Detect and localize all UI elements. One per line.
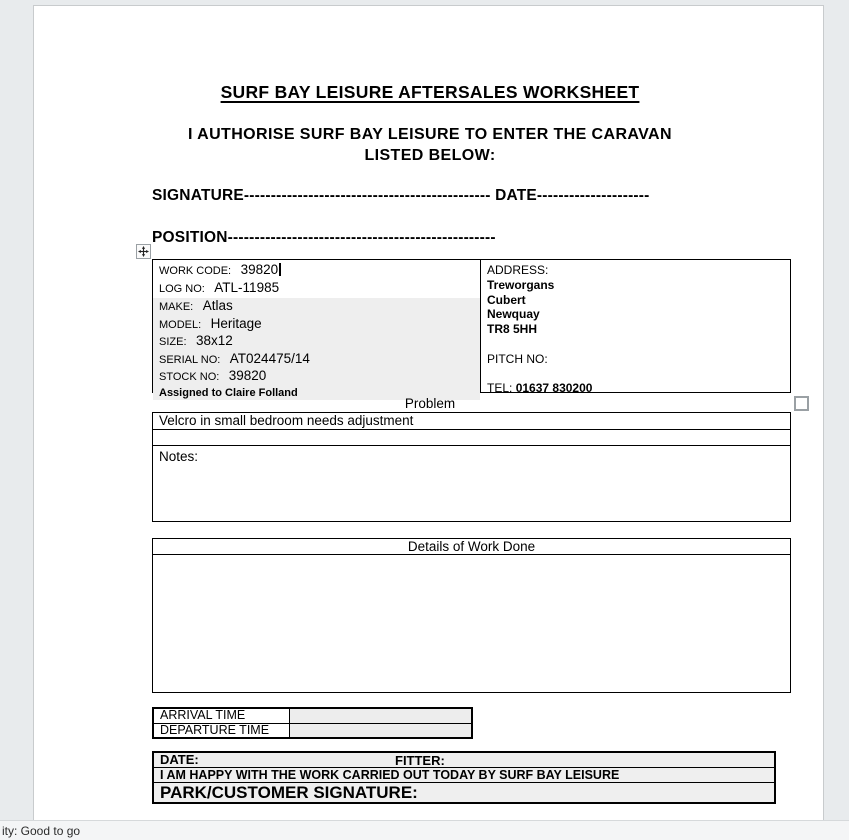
status-bar [0,820,849,840]
signature-date-line: SIGNATURE---------------------------------------------- DATE--------------------- [152,187,650,204]
position-line: POSITION-------------------------------------------------- [152,229,496,246]
address-postcode: TR8 5HH [487,322,538,337]
problem-entry-cell[interactable]: Velcro in small bedroom needs adjustment [153,413,790,430]
pitch-no-label: PITCH NO: [487,351,548,366]
make-label: MAKE: [159,301,194,313]
times-table [152,707,473,739]
stock-no-label: STOCK NO: [159,371,220,383]
authorisation-line1: I AUTHORISE SURF BAY LEISURE TO ENTER THE CARAVAN [188,126,672,143]
address-line: Treworgans [487,277,555,292]
caravan-details-cell[interactable] [153,260,481,399]
date-fitter-row[interactable] [154,753,774,768]
address-cell[interactable] [481,260,790,396]
departure-time-label: DEPARTURE TIME [154,724,290,738]
work-done-heading: Details of Work Done [153,539,790,555]
spacer [487,367,790,382]
authorisation-heading [134,124,726,166]
problem-empty-cell[interactable] [153,430,790,446]
signoff-table [152,751,776,804]
spacer [487,337,790,352]
address-line: Cubert [487,292,526,307]
serial-no-field[interactable] [153,351,480,369]
size-field[interactable] [153,333,480,351]
log-no-value: ATL-11985 [214,279,280,295]
document-page [33,5,824,820]
size-label: SIZE: [159,336,187,348]
model-value: Heritage [210,315,262,331]
tel-line [487,381,790,396]
tel-value: 01637 830200 [515,381,593,396]
arrival-time-value-cell[interactable] [290,709,471,723]
stock-no-value: 39820 [228,368,267,383]
serial-no-value: AT024475/14 [229,350,310,366]
customer-signature-row[interactable]: PARK/CUSTOMER SIGNATURE: [160,783,418,802]
arrival-time-label: ARRIVAL TIME [154,709,290,723]
accessibility-status: ity: Good to go [2,823,81,838]
log-no-label: LOG NO: [159,282,205,295]
authorisation-line2: LISTED BELOW: [364,147,496,164]
departure-time-row [154,724,471,738]
move-cross-icon [138,246,149,257]
serial-no-label: SERIAL NO: [159,353,221,366]
happy-statement-row[interactable]: I AM HAPPY WITH THE WORK CARRIED OUT TODAY BY SURF BAY LEISURE [154,768,774,783]
assigned-note: Assigned to Claire Folland [159,386,298,399]
work-done-table [152,538,791,693]
caravan-details-table [152,259,791,399]
work-code-value: 39820 [240,262,279,277]
shaded-details-block [153,298,480,400]
table-move-handle-icon[interactable] [136,244,151,259]
stock-no-field[interactable] [153,368,480,386]
date-label: DATE: [160,752,199,767]
log-no-field[interactable] [153,280,480,298]
tel-label: TEL: [487,381,513,396]
text-cursor [279,263,281,276]
departure-time-value-cell[interactable] [290,724,471,738]
problem-heading: Problem [404,396,456,411]
work-code-label: WORK CODE: [159,265,232,277]
model-label: MODEL: [159,318,202,331]
table-resize-handle[interactable] [794,396,809,411]
make-field[interactable] [153,298,480,316]
address-label: ADDRESS: [487,263,549,277]
problem-table [152,412,791,522]
address-line: Newquay [487,307,540,322]
arrival-time-row [154,709,471,724]
size-value: 38x12 [195,333,233,348]
work-done-entry-cell[interactable] [153,555,790,692]
page-title: SURF BAY LEISURE AFTERSALES WORKSHEET [220,82,640,102]
fitter-label: FITTER: [395,753,445,768]
make-value: Atlas [202,298,233,313]
notes-cell[interactable]: Notes: [159,449,199,464]
work-code-field[interactable] [153,262,480,280]
model-field[interactable] [153,316,480,334]
